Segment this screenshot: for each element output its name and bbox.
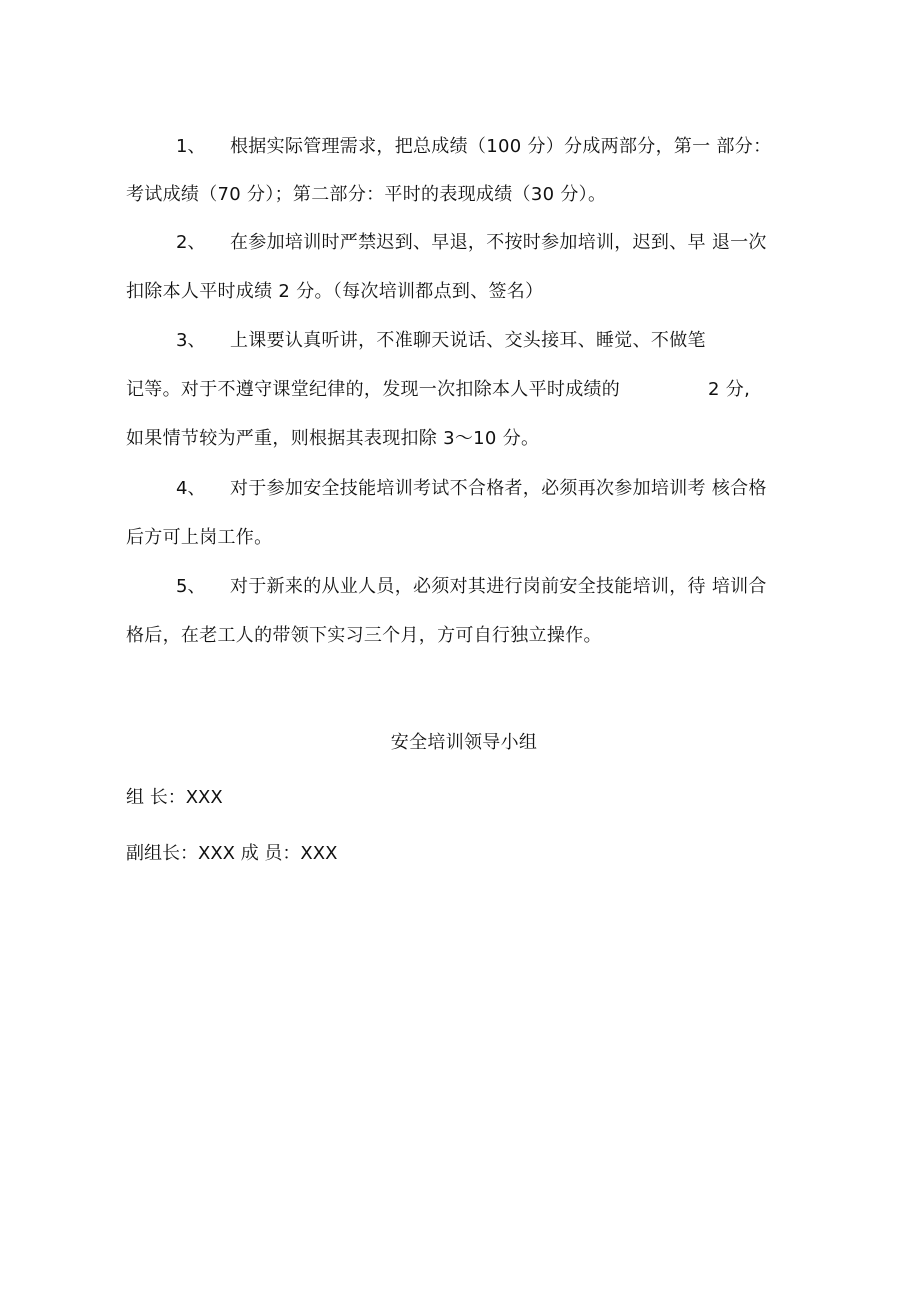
item-2-number: 2、 bbox=[176, 232, 206, 253]
signature-deputy-members: 副组长：XXX 成 员：XXX bbox=[126, 843, 338, 864]
item-5-number: 5、 bbox=[176, 576, 206, 597]
item-5-text-line-2: 格后，在老工人的带领下实习三个月，方可自行独立操作。 bbox=[126, 625, 602, 646]
item-3-number: 3、 bbox=[176, 330, 206, 351]
item-3-text-line-1: 上课要认真听讲，不准聊天说话、交头接耳、睡觉、不做笔 bbox=[230, 330, 706, 351]
item-3-text-line-2: 记等。对于不遵守课堂纪律的，发现一次扣除本人平时成绩的 bbox=[126, 379, 621, 400]
item-1-text-line-1: 根据实际管理需求，把总成绩（100 分）分成两部分，第一 部分： bbox=[230, 136, 772, 157]
item-1-text-line-2: 考试成绩（70 分）；第二部分：平时的表现成绩（30 分）。 bbox=[126, 184, 607, 205]
signature-leader: 组 长：XXX bbox=[126, 787, 223, 808]
item-2-text-line-1: 在参加培训时严禁迟到、早退，不按时参加培训，迟到、早 退一次 bbox=[230, 232, 767, 253]
item-4-text-line-1: 对于参加安全技能培训考试不合格者，必须再次参加培训考 核合格 bbox=[230, 478, 767, 499]
item-2-text-line-2: 扣除本人平时成绩 2 分。（每次培训都点到、签名） bbox=[126, 281, 544, 302]
item-3-text-line-3: 如果情节较为严重，则根据其表现扣除 3〜10 分。 bbox=[126, 428, 540, 449]
item-1-number: 1、 bbox=[176, 136, 206, 157]
item-3-text-line-2-tail: 2 分, bbox=[708, 379, 751, 400]
signature-title: 安全培训领导小组 bbox=[390, 732, 538, 753]
item-5-text-line-1: 对于新来的从业人员，必须对其进行岗前安全技能培训，待 培训合 bbox=[230, 576, 767, 597]
item-4-number: 4、 bbox=[176, 478, 206, 499]
item-4-text-line-2: 后方可上岗工作。 bbox=[126, 527, 273, 548]
